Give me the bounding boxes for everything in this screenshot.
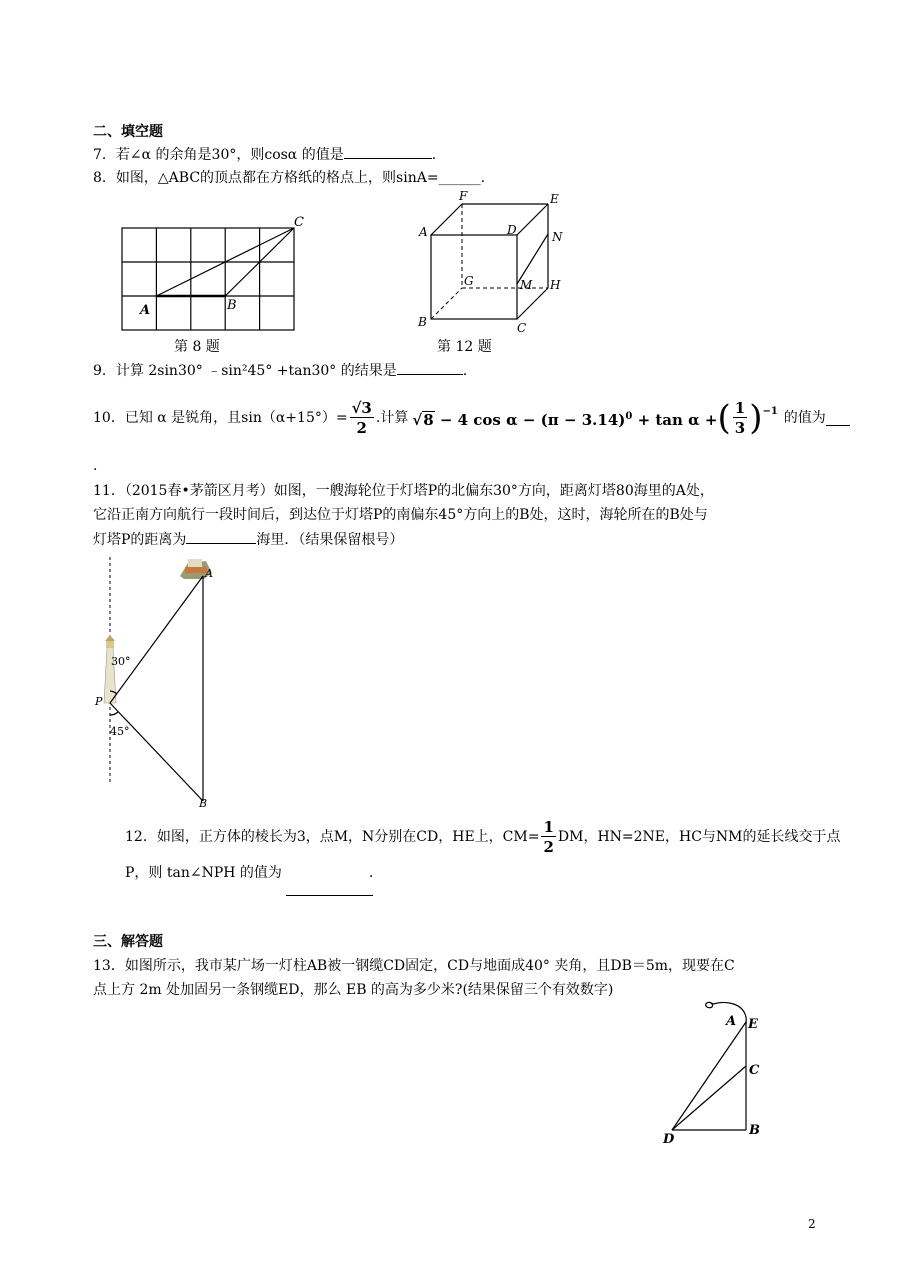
question-7-end: . bbox=[431, 147, 437, 163]
lighthouse-icon bbox=[104, 635, 116, 703]
question-10-end: . bbox=[93, 458, 98, 474]
question-12-line-2-end: . bbox=[368, 865, 374, 881]
question-12-fraction bbox=[541, 818, 555, 857]
fig12-label-n: N bbox=[552, 230, 563, 244]
fig13-label-c: C bbox=[749, 1063, 760, 1078]
expr-part-3: + tan α + bbox=[632, 410, 718, 429]
section-heading-solve: 三、解答题 bbox=[93, 934, 163, 950]
answer-blank-8[interactable]: ______ bbox=[438, 170, 481, 186]
fig8-label-c: C bbox=[294, 215, 304, 230]
question-9-end: . bbox=[462, 363, 468, 379]
question-13-line-1: 13．如图所示，我市某广场一灯柱AB被一钢缆CD固定，CD与地面成40° 夹角，且DB＝5m，现要在C bbox=[93, 958, 735, 974]
figure-13-lamp-post bbox=[655, 998, 775, 1146]
fig12-label-c: C bbox=[517, 321, 527, 335]
question-8 bbox=[93, 168, 485, 188]
expr-exp-neg1: −1 bbox=[762, 406, 778, 417]
right-paren-icon: ) bbox=[749, 398, 763, 438]
figure-12-caption: 第 12 题 bbox=[437, 339, 492, 355]
answer-blank-12[interactable] bbox=[286, 895, 373, 896]
question-13-line-2: 点上方 2m 处加固另一条钢缆ED，那么 EB 的高为多少米?(结果保留三个有效数字) bbox=[93, 982, 614, 998]
sqrt-icon: √ bbox=[412, 410, 423, 429]
frac-denominator: 2 bbox=[356, 418, 367, 437]
question-12-line-1 bbox=[125, 815, 841, 859]
fig13-label-e: E bbox=[748, 1017, 758, 1032]
question-10 bbox=[93, 392, 850, 444]
question-10-expression bbox=[412, 403, 717, 434]
frac2-denominator: 3 bbox=[734, 418, 746, 437]
fig12-label-m: M bbox=[520, 278, 533, 292]
question-12-line-1-post: DM，HN=2NE，HC与NM的延长线交于点 bbox=[557, 829, 841, 845]
fig12-label-a: A bbox=[419, 225, 428, 239]
question-12-line-2-pre: P，则 tan∠NPH 的值为 bbox=[125, 865, 282, 881]
fig13-label-a: A bbox=[726, 1014, 737, 1029]
fig11-label-a: A bbox=[205, 567, 213, 580]
q12-frac-denominator: 2 bbox=[543, 837, 554, 856]
expr-exp-0: 0 bbox=[625, 410, 633, 422]
lamp-icon bbox=[706, 1002, 713, 1007]
fig12-label-e: E bbox=[550, 192, 559, 206]
question-11-line-1: 11．（2015春•茅箭区月考）如图，一艘海轮位于灯塔P的北偏东30°方向，距离灯塔80海里的A处， bbox=[93, 483, 714, 499]
question-10-fraction bbox=[350, 399, 374, 438]
question-8-text: 8．如图，△ABC的顶点都在方格纸的格点上，则sinA= bbox=[93, 170, 439, 186]
q12-frac-numerator: 1 bbox=[543, 817, 554, 836]
fig12-label-b: B bbox=[418, 315, 427, 329]
frac2-numerator: 1 bbox=[734, 398, 746, 417]
fig12-label-f: F bbox=[459, 189, 468, 203]
expr-part-2: − 4 cos α − (π − 3.14) bbox=[434, 410, 626, 429]
question-12-line-2 bbox=[125, 863, 373, 883]
fig12-label-g: G bbox=[464, 274, 474, 288]
fig8-label-b: B bbox=[227, 298, 237, 313]
fig13-label-b: B bbox=[749, 1123, 760, 1138]
answer-blank-9[interactable] bbox=[397, 360, 463, 375]
fig11-angle-30: 30° bbox=[111, 655, 131, 668]
fig11-label-b: B bbox=[199, 797, 208, 810]
question-11-line-2: 它沿正南方向航行一段时间后，到达位于灯塔P的南偏东45°方向上的B处，这时，海轮所在的B处与 bbox=[93, 507, 708, 523]
section-heading-fill-blank: 二、填空题 bbox=[93, 124, 163, 140]
answer-blank-7[interactable] bbox=[344, 144, 432, 159]
page-number: 2 bbox=[808, 1217, 816, 1231]
question-10-post: 的值为 bbox=[783, 410, 826, 426]
fig12-label-d: D bbox=[507, 223, 517, 237]
question-10-pre: 10．已知 α 是锐角，且sin（α+15°）= bbox=[93, 410, 348, 426]
figure-8-caption: 第 8 题 bbox=[174, 339, 220, 355]
question-8-end: . bbox=[480, 170, 486, 186]
question-10-fraction-2 bbox=[733, 399, 747, 438]
frac-numerator: √3 bbox=[351, 398, 372, 417]
fig13-label-d: D bbox=[663, 1132, 675, 1146]
question-11-line-3-post: 海里．（结果保留根号） bbox=[256, 532, 404, 548]
figure-11-lighthouse bbox=[88, 555, 238, 813]
question-9-text: 9．计算 2sin30° ﹣sin²45° +tan30° 的结果是 bbox=[93, 363, 397, 379]
fig12-label-h: H bbox=[550, 278, 561, 292]
question-7 bbox=[93, 144, 436, 165]
question-9 bbox=[93, 360, 467, 381]
answer-blank-11[interactable] bbox=[186, 529, 256, 544]
fig11-label-p: P bbox=[95, 695, 103, 708]
fig11-angle-45: 45° bbox=[110, 725, 130, 738]
question-7-text: 7．若∠α 的余角是30°，则cosα 的值是 bbox=[93, 147, 344, 163]
answer-blank-10[interactable] bbox=[826, 411, 850, 426]
figure-8-grid-triangle bbox=[110, 208, 310, 333]
fig8-label-a: A bbox=[140, 303, 151, 318]
question-11-line-3 bbox=[93, 529, 403, 550]
left-paren-icon: ( bbox=[717, 398, 731, 438]
sqrt-radicand: 8 bbox=[423, 410, 434, 429]
question-12-line-1-pre: 12．如图，正方体的棱长为3，点M，N分别在CD，HE上，CM= bbox=[125, 829, 540, 845]
question-11-line-3-pre: 灯塔P的距离为 bbox=[93, 532, 187, 548]
figure-12-cube bbox=[412, 188, 572, 336]
question-10-mid: .计算 bbox=[375, 410, 409, 426]
